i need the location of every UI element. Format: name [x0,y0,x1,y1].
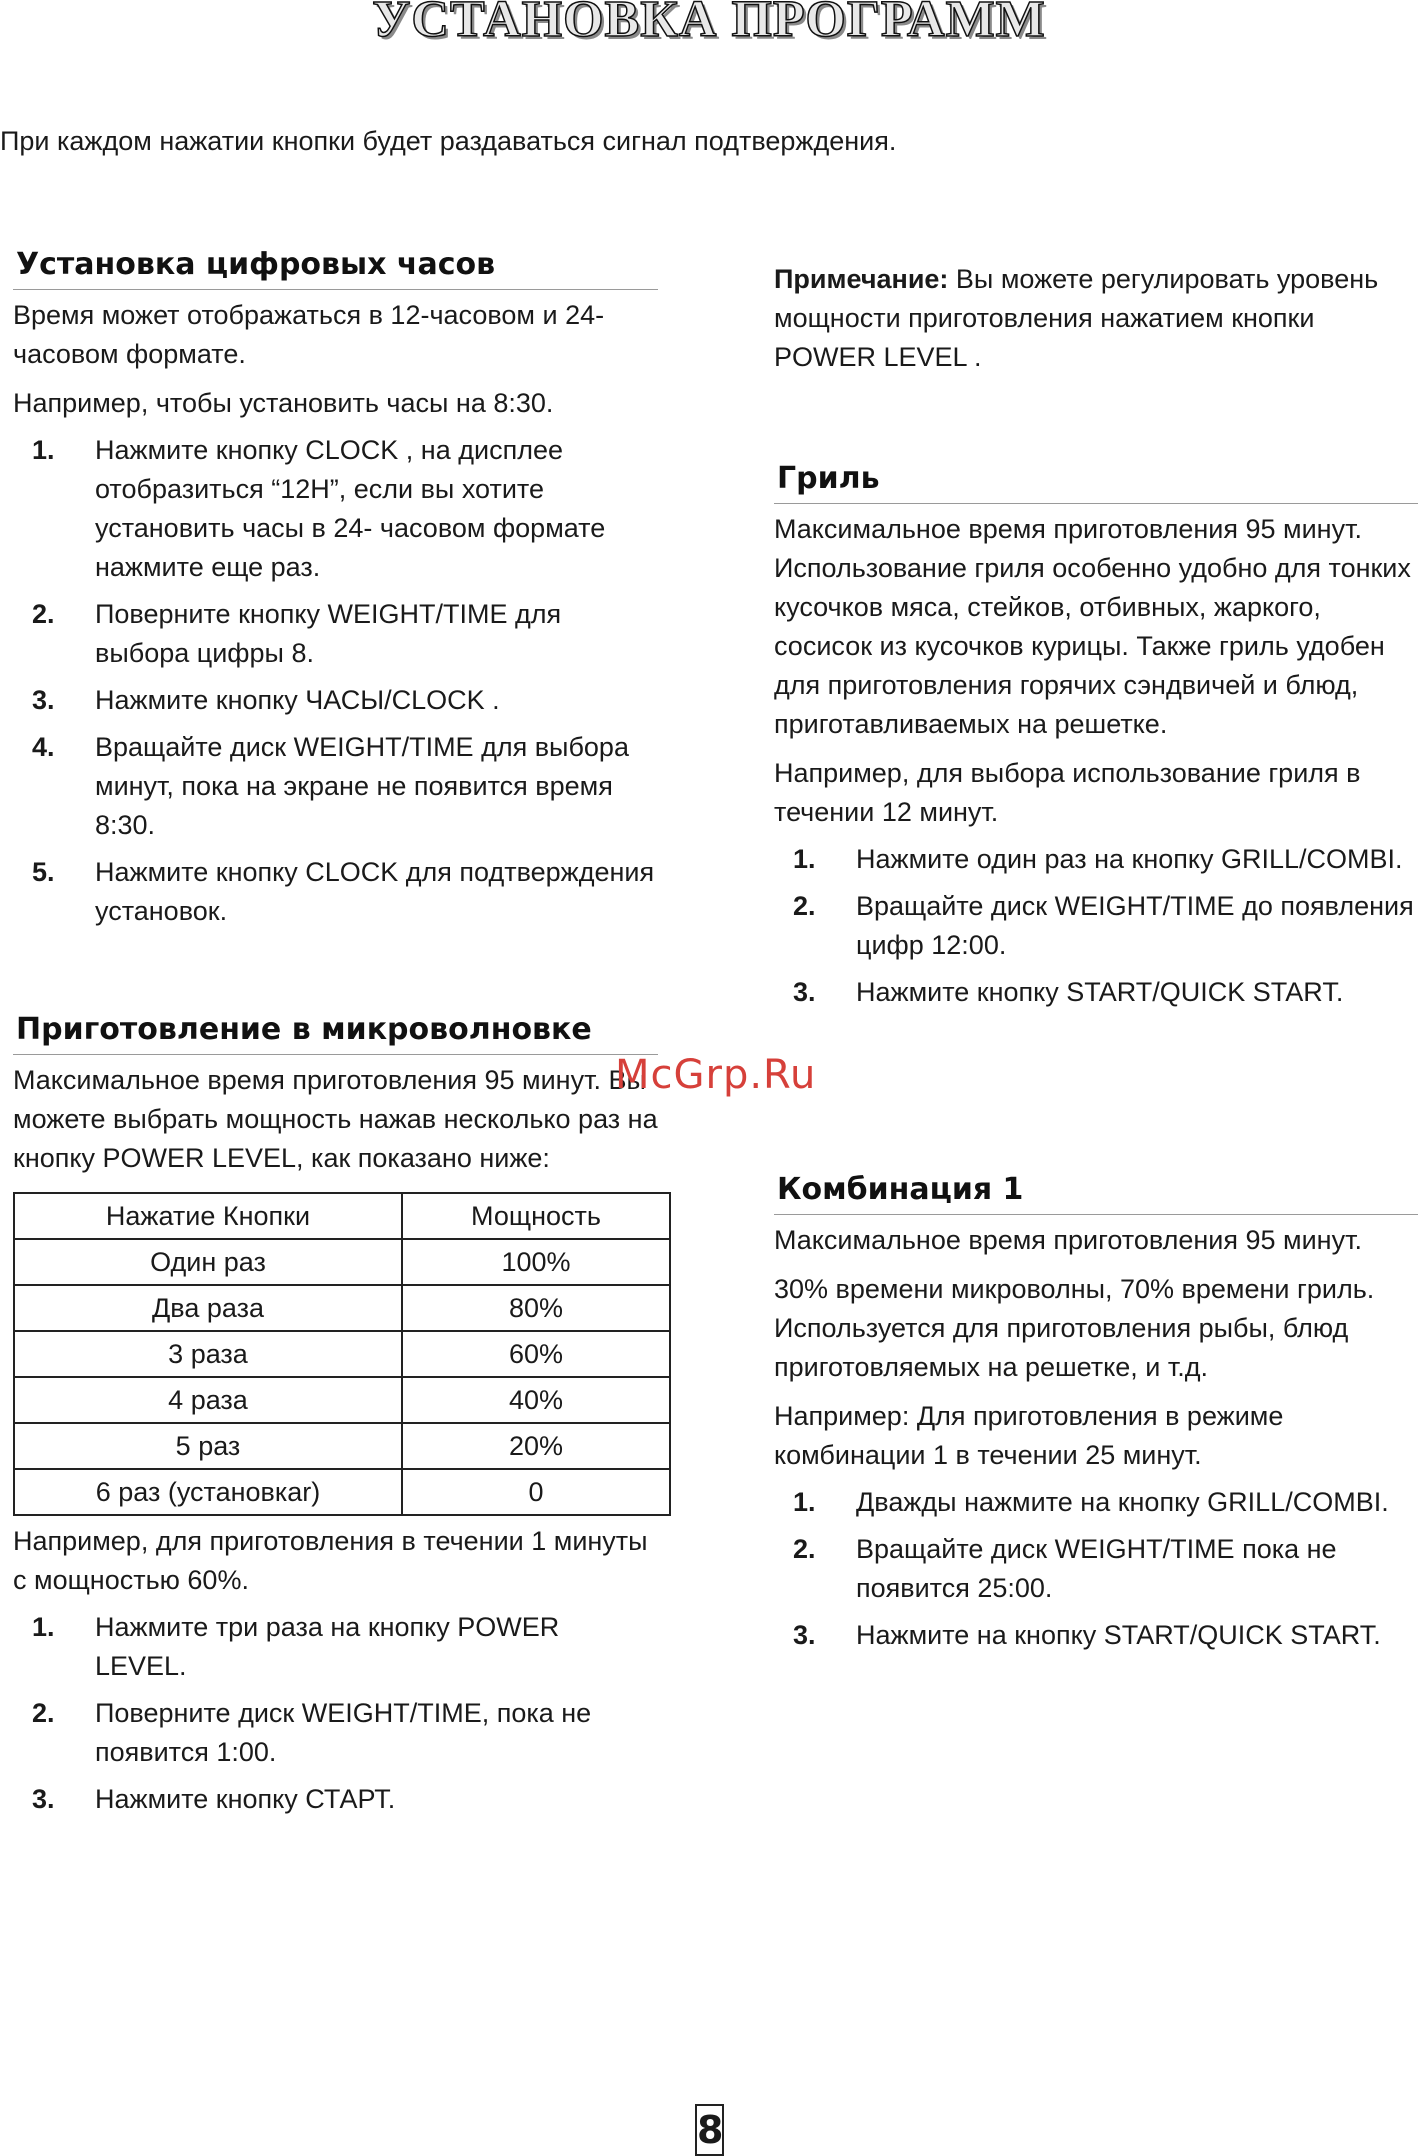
combi-paragraph-1: Максимальное время приготовления 95 минут. [774,1225,1362,1255]
combi-heading: Комбинация 1 [774,1172,1418,1215]
intro-text: При каждом нажатии кнопки будет раздаваться сигнал подтверждения. [0,126,897,156]
grill-paragraph-2: Например, для выбора использование гриля в течении 12 минут. [774,758,1361,827]
step-text: Нажмите кнопку START/QUICK START. [856,977,1344,1007]
table-header-cell: Нажатие Кнопки [14,1193,402,1239]
watermark: McGrp.Ru [615,1052,817,1098]
list-item [774,840,1418,879]
micro-steps [13,1608,658,1819]
table-header-row [14,1193,670,1239]
table-cell: 100% [402,1239,670,1285]
combi-section [774,1172,1418,1655]
list-item [774,1530,1418,1608]
note-paragraph [774,260,1418,377]
step-number: 3. [32,685,55,715]
micro-heading: Приготовление в микроволновке [13,1012,658,1055]
table-cell: Один раз [14,1239,402,1285]
combi-paragraph-2: 30% времени микроволны, 70% времени гриль. Используется для приготовления рыбы, блюд приготовляемых на решетке, и т.д. [774,1274,1375,1382]
clock-section [13,247,658,931]
clock-heading: Установка цифровых часов [13,247,658,290]
list-item [13,1694,658,1772]
table-cell: 5 раз [14,1423,402,1469]
step-text: Нажмите на кнопку START/QUICK START. [856,1620,1381,1650]
list-item [774,1616,1418,1655]
table-row [14,1377,670,1423]
step-number: 5. [32,857,55,887]
step-number: 3. [793,1620,816,1650]
note-section [774,260,1418,377]
step-text: Нажмите три раза на кнопку POWER LEVEL. [95,1612,560,1681]
grill-section [774,461,1418,1012]
step-text: Вращайте диск WEIGHT/TIME пока не появится 25:00. [856,1534,1337,1603]
micro-paragraph-2: Например, для приготовления в течении 1 минуты с мощностью 60%. [13,1526,648,1595]
list-item [13,1780,658,1819]
step-number: 4. [32,732,55,762]
table-cell: 4 раза [14,1377,402,1423]
page-title: УСТАНОВКА ПРОГРАММ [372,0,1046,48]
table-row [14,1331,670,1377]
micro-section [13,1012,658,1819]
step-text: Вращайте диск WEIGHT/TIME до появления цифр 12:00. [856,891,1414,960]
step-text: Нажмите кнопку CLOCK для подтверждения установок. [95,857,655,926]
step-number: 1. [32,1612,55,1642]
list-item [13,595,658,673]
table-cell: 6 раз (установкаr) [14,1469,402,1515]
table-cell: 40% [402,1377,670,1423]
micro-paragraph-1: Максимальное время приготовления 95 минут. Вы можете выбрать мощность нажав несколько раз на кнопку POWER LEVEL, как показано ниже: [13,1065,658,1173]
step-text: Дважды нажмите на кнопку GRILL/COMBI. [856,1487,1389,1517]
list-item [13,853,658,931]
table-row [14,1423,670,1469]
list-item [774,887,1418,965]
table-cell: 0 [402,1469,670,1515]
list-item [13,728,658,845]
list-item [774,973,1418,1012]
list-item [774,1483,1418,1522]
step-number: 3. [793,977,816,1007]
table-row [14,1285,670,1331]
clock-steps [13,431,658,931]
table-cell: 80% [402,1285,670,1331]
step-number: 3. [32,1784,55,1814]
grill-steps [774,840,1418,1012]
power-table [13,1192,671,1516]
step-number: 1. [32,435,55,465]
step-number: 2. [32,599,55,629]
table-cell: 20% [402,1423,670,1469]
table-cell: 60% [402,1331,670,1377]
step-text: Вращайте диск WEIGHT/TIME для выбора минут, пока на экране не появится время 8:30. [95,732,629,840]
list-item [13,681,658,720]
table-cell: 3 раза [14,1331,402,1377]
step-number: 2. [32,1698,55,1728]
list-item [13,1608,658,1686]
step-number: 1. [793,844,816,874]
note-label: Примечание: [774,264,949,294]
step-text: Поверните диск WEIGHT/TIME, пока не появится 1:00. [95,1698,592,1767]
table-cell: Два раза [14,1285,402,1331]
step-text: Нажмите один раз на кнопку GRILL/COMBI. [856,844,1403,874]
note-text: Вы можете регулировать уровень мощности приготовления нажатием кнопки POWER LEVEL . [774,264,1379,372]
combi-steps [774,1483,1418,1655]
grill-heading: Гриль [774,461,1418,504]
combi-paragraph-3: Например: Для приготовления в режиме комбинации 1 в течении 25 минут. [774,1401,1284,1470]
step-text: Нажмите кнопку ЧАСЫ/CLOCK . [95,685,500,715]
clock-paragraph-2: Например, чтобы установить часы на 8:30. [13,388,554,418]
step-text: Поверните кнопку WEIGHT/TIME для выбора цифры 8. [95,599,562,668]
step-number: 2. [793,891,816,921]
table-row [14,1469,670,1515]
table-header-cell: Мощность [402,1193,670,1239]
table-row [14,1239,670,1285]
step-text: Нажмите кнопку СТАРТ. [95,1784,396,1814]
step-number: 2. [793,1534,816,1564]
clock-paragraph-1: Время может отображаться в 12-часовом и 24- часовом формате. [13,300,605,369]
list-item [13,431,658,587]
grill-paragraph-1: Максимальное время приготовления 95 минут. Использование гриля особенно удобно для тонких кусочков мяса, стейков, отбивных, жаркого, сосисок из кусочков курицы. Также гриль удобен для приготовления горячих сэндвичей и блюд, приготавливаемых на решетке. [774,514,1411,739]
page-number: 8 [695,2104,724,2156]
step-text: Нажмите кнопку CLOCK , на дисплее отобразиться “12H”, если вы хотите установить часы в 24- часовом формате нажмите еще раз. [95,435,606,582]
step-number: 1. [793,1487,816,1517]
